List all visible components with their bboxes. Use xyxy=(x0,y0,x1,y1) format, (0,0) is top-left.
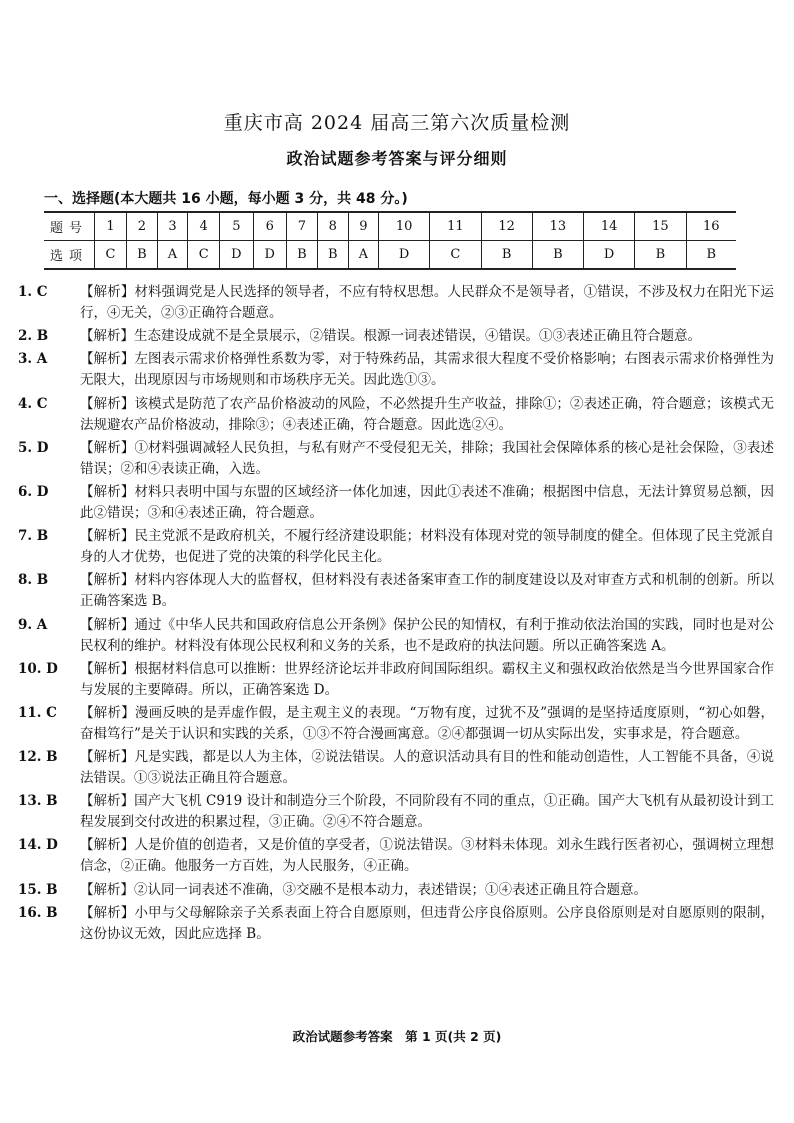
page-subtitle: 政治试题参考答案与评分细则 xyxy=(286,149,508,168)
answer-option: C xyxy=(188,241,220,270)
question-number: 12 xyxy=(481,212,532,241)
option-row-label: 选项 xyxy=(44,241,95,270)
explanation-item xyxy=(18,903,774,945)
answer-option: D xyxy=(379,241,430,270)
answer-option: B xyxy=(317,241,348,270)
explanation-item xyxy=(18,880,774,901)
item-number: 13. B xyxy=(18,793,58,810)
explanation-item xyxy=(18,438,774,480)
item-text: 【解析】该模式是防范了农产品价格波动的风险，不必然提升生产收益，排除①；②表述正确，符合题意；该模式无法规避农产品价格波动，排除③；④表述正确，符合题意。因此选②④。 xyxy=(80,395,774,433)
explanation-item xyxy=(18,615,774,657)
answer-option: B xyxy=(286,241,317,270)
explanation-item xyxy=(18,526,774,568)
question-number: 7 xyxy=(286,212,317,241)
item-text: 【解析】凡是实践，都是以人为主体，②说法错误。人的意识活动具有目的性和能动创造性，人工智能不具备，④说法错误。①③说法正确且符合题意。 xyxy=(80,749,774,787)
item-number: 2. B xyxy=(18,328,49,345)
item-number: 8. B xyxy=(18,572,49,589)
answer-option: B xyxy=(126,241,157,270)
item-text: 【解析】材料只表明中国与东盟的区域经济一体化加速，因此①表述不准确；根据图中信息，无法计算贸易总额，因此②错误；③和④表述正确，符合题意。 xyxy=(80,483,774,521)
answer-table-number-row xyxy=(44,212,736,241)
question-number: 4 xyxy=(188,212,220,241)
item-number: 15. B xyxy=(18,881,58,898)
answer-option: B xyxy=(532,241,583,270)
item-text: 【解析】材料强调党是人民选择的领导者，不应有特权思想。人民群众不是领导者，①错误，不涉及权力在阳光下运行，④无关，②③正确符合题意。 xyxy=(80,284,774,321)
item-text: 【解析】左图表示需求价格弹性系数为零，对于特殊药品，其需求很大程度不受价格影响；右图表示需求价格弹性为无限大，出现原因与市场规则和市场秩序无关。因此选①③。 xyxy=(80,351,774,389)
item-text: 【解析】生态建设成就不是全景展示，②错误。根源一词表述错误，④错误。①③表述正确且符合题意。 xyxy=(80,328,701,345)
item-number: 4. C xyxy=(18,395,48,412)
answer-option: B xyxy=(481,241,532,270)
question-number: 6 xyxy=(253,212,286,241)
question-number: 1 xyxy=(95,212,127,241)
item-text: 【解析】国产大飞机 C919 设计和制造分三个阶段，不同阶段有不同的重点，①正确。国产大飞机有从最初设计到工程发展到交付改进的积累过程，③正确。②④不符合题意。 xyxy=(80,793,774,831)
answer-option: B xyxy=(686,241,736,270)
page-footer: 政治试题参考答案 第 1 页(共 2 页) xyxy=(292,1029,502,1044)
section-heading: 一、选择题(本大题共 16 小题，每小题 3 分，共 48 分。) xyxy=(44,191,408,207)
explanation-list xyxy=(18,282,774,947)
question-number: 2 xyxy=(126,212,157,241)
question-number: 13 xyxy=(532,212,583,241)
item-text: 【解析】①材料强调减轻人民负担，与私有财产不受侵犯无关，排除；我国社会保障体系的核心是社会保险，③表述错误；②和④表读正确，入选。 xyxy=(80,439,774,477)
answer-option: C xyxy=(430,241,481,270)
answer-option: A xyxy=(348,241,378,270)
explanation-item xyxy=(18,282,774,324)
item-text: 【解析】根据材料信息可以推断：世界经济论坛并非政府间国际组织。霸权主义和强权政治依然是当今世界国家合作与发展的主要障碍。所以，正确答案选 D。 xyxy=(80,660,774,698)
item-text: 【解析】人是价值的创造者，又是价值的享受者，①说法错误。③材料未体现。刘永生践行医者初心，强调树立理想信念，②正确。他服务一方百姓，为人民服务，④正确。 xyxy=(80,837,774,875)
item-text: 【解析】通过《中华人民共和国政府信息公开条例》保护公民的知情权，有利于推动依法治国的实践，同时也是对公民权利的维护。材料没有体现公民权利和义务的关系，也不是政府的执法问题。所以正确答案选 A。 xyxy=(80,616,774,654)
answer-option: A xyxy=(157,241,187,270)
question-number: 9 xyxy=(348,212,378,241)
item-number: 7. B xyxy=(18,528,49,545)
answer-option: D xyxy=(253,241,286,270)
item-text: 【解析】小甲与父母解除亲子关系表面上符合自愿原则，但违背公序良俗原则。公序良俗原则是对自愿原则的限制，这份协议无效，因此应选择 B。 xyxy=(80,904,774,942)
explanation-item xyxy=(18,747,774,789)
question-number: 5 xyxy=(220,212,253,241)
item-number: 3. A xyxy=(18,351,48,368)
item-text: 【解析】民主党派不是政府机关，不履行经济建设职能；材料没有体现对党的领导制度的健全。但体现了民主党派自身的人才优势，也促进了党的决策的科学化民主化。 xyxy=(80,528,774,566)
question-number: 15 xyxy=(635,212,686,241)
item-number: 10. D xyxy=(18,660,58,677)
answer-option: D xyxy=(220,241,253,270)
question-number: 14 xyxy=(584,212,635,241)
answer-table xyxy=(44,211,736,270)
item-number: 6. D xyxy=(18,483,49,500)
question-number: 3 xyxy=(157,212,187,241)
explanation-item xyxy=(18,482,774,524)
item-number: 9. A xyxy=(18,616,48,633)
item-number: 16. B xyxy=(18,904,58,921)
item-number: 1. C xyxy=(18,284,48,300)
explanation-item xyxy=(18,703,774,745)
page-title: 重庆市高 2024 届高三第六次质量检测 xyxy=(223,112,571,134)
question-number: 10 xyxy=(379,212,430,241)
explanation-item xyxy=(18,349,774,391)
item-number: 5. D xyxy=(18,439,49,456)
explanation-item xyxy=(18,659,774,701)
explanation-item xyxy=(18,394,774,436)
item-text: 【解析】漫画反映的是弄虚作假，是主观主义的表现。“万物有度，过犹不及”强调的是坚持适度原则，“初心如磐，奋楫笃行”是关于认识和实践的关系，①③不符合漫画寓意。②④都强调一切从实际出发，实事求是，符合题意。 xyxy=(80,704,774,742)
question-number: 16 xyxy=(686,212,736,241)
item-number: 14. D xyxy=(18,837,58,854)
item-text: 【解析】材料内容体现人大的监督权，但材料没有表述备案审查工作的制度建设以及对审查方式和机制的创新。所以正确答案选 B。 xyxy=(80,572,774,610)
explanation-item xyxy=(18,835,774,877)
question-number: 8 xyxy=(317,212,348,241)
answer-table-option-row xyxy=(44,241,736,270)
item-number: 12. B xyxy=(18,749,58,766)
answer-option: B xyxy=(635,241,686,270)
explanation-item xyxy=(18,326,774,347)
question-number: 11 xyxy=(430,212,481,241)
number-row-label: 题号 xyxy=(44,212,95,241)
item-number: 11. C xyxy=(18,704,57,721)
item-text: 【解析】②认同一词表述不准确，③交融不是根本动力，表述错误；①④表述正确且符合题意。 xyxy=(80,881,647,898)
explanation-item xyxy=(18,570,774,612)
explanation-item xyxy=(18,791,774,833)
answer-option: D xyxy=(584,241,635,270)
answer-option: C xyxy=(95,241,127,270)
